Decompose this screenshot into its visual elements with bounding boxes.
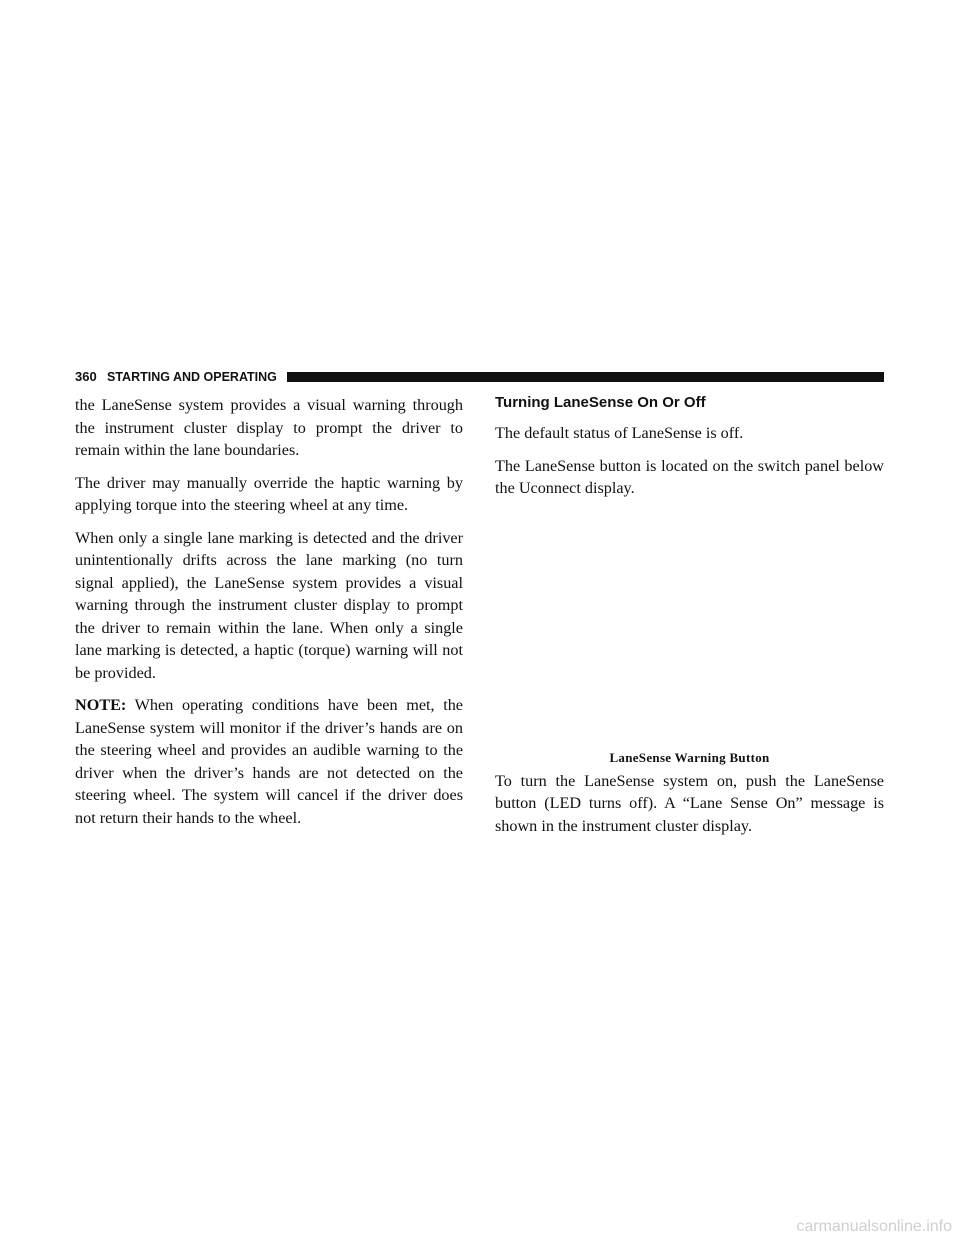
paragraph: To turn the LaneSense system on, push the LaneSense button (LED turns off). A “Lane Sense On” message is shown in the instrument cluster display.: [495, 771, 884, 835]
paragraph: The default status of LaneSense is off.: [495, 424, 744, 442]
watermark: carmanualsonline.info: [796, 1218, 952, 1235]
right-column: [495, 394, 884, 837]
note-label: NOTE:: [75, 696, 127, 714]
page-header: [75, 369, 884, 385]
figure-area: [495, 510, 884, 750]
section-title: STARTING AND OPERATING: [107, 370, 277, 384]
paragraph: The driver may manually override the haptic warning by applying torque into the steering wheel at any time.: [75, 473, 463, 514]
left-column: [75, 394, 463, 829]
paragraph: When only a single lane marking is detected and the driver unintentionally drifts across the lane marking (no turn signal applied), the LaneSense system provides a visual warning through the instrument cluster display to prompt the driver to remain within the lane. When only a single lane marking is detected, a haptic (torque) warning will not be provided.: [75, 528, 463, 682]
paragraph: The LaneSense button is located on the switch panel below the Uconnect display.: [495, 456, 884, 497]
note-text: When operating conditions have been met, the LaneSense system will monitor if the driver’s hands are on the steering wheel and provides an audible warning to the driver when the driver’s hands are not detected on the steering wheel. The system will cancel if the driver does not return their hands to the wheel.: [75, 696, 463, 827]
header-rule: [287, 372, 884, 382]
paragraph: the LaneSense system provides a visual warning through the instrument cluster display to prompt the driver to remain within the lane boundaries.: [75, 396, 463, 459]
section-heading: Turning LaneSense On Or Off: [495, 394, 706, 411]
figure-caption: LaneSense Warning Button: [609, 749, 770, 765]
note-paragraph: [75, 694, 463, 829]
page-number: 360: [75, 369, 97, 384]
